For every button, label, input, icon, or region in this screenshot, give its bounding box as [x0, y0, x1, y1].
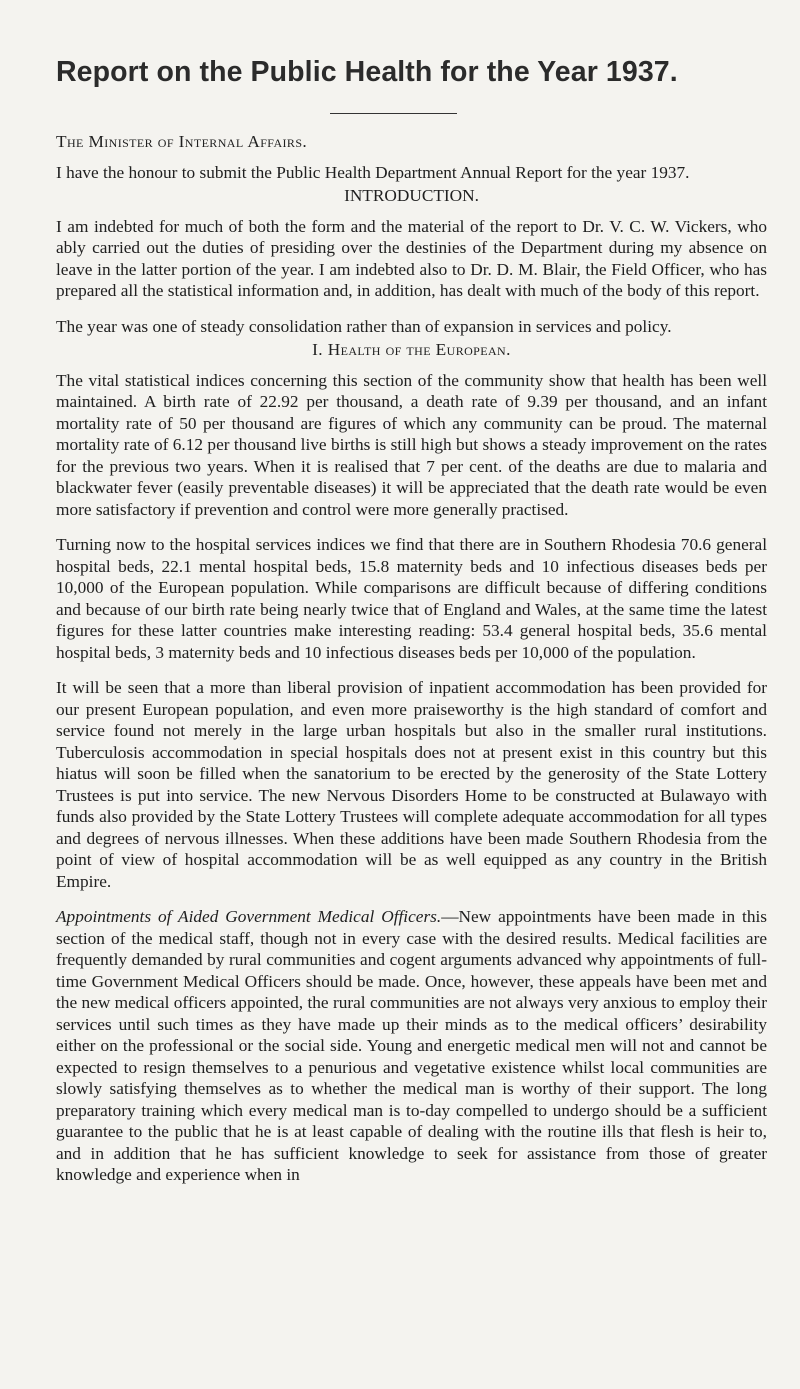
report-title: Report on the Public Health for the Year 1937. [56, 56, 678, 88]
appointments-paragraph [56, 906, 767, 1186]
opening-paragraph: I have the honour to submit the Public Health Department Annual Report for the year 1937. [56, 162, 690, 182]
health-paragraph-3: It will be seen that a more than liberal provision of inpatient accommodation has been provided for our present European population, and even more praiseworthy is the high standard of comfort and service found not merely in the large urban hospitals but also in the smaller rural institutions. Tuberculosis accommodation in special hospitals does not at present exist in this country but this hiatus will soon be filled when the sanatorium to be erected by the generosity of the State Lottery Trustees is put into service. The new Nervous Disorders Home to be constructed at Bulawayo with funds also provided by the State Lottery Trustees will complete adequate accommodation for all types and degrees of nervous illnesses. When these additions have been made Southern Rhodesia from the point of view of hospital accommodation will be as well equipped as any country in the British Empire. [56, 678, 767, 891]
appointments-text: —New appointments have been made in this section of the medical staff, though not in every case with the desired results. Medical facilities are frequently demanded by rural communities and cogent arguments advanced why appointments of full-time Government Medical Officers should be made. Once, however, these appeals have been met and the new medical officers appointed, the rural communities are not always very anxious to employ their services until such times as they have made up their minds as to the medical officers’ desirability either on the professional or the social side. Young and energetic medical men will not and cannot be expected to resign themselves to a penurious and vegetative existence whilst local communities are slowly satisfying themselves as to whether the medical man is worthy of their support. The long preparatory training which every medical man is to-day compelled to undergo should be a sufficient guarantee to the public that he is at least capable of dealing with the routine ills that flesh is heir to, and in addition that he has sufficient knowledge to seek for assistance from those of greater knowledge and experience when in [56, 907, 767, 1184]
appointments-heading: Appointments of Aided Government Medical Officers. [56, 907, 442, 926]
introduction-paragraph-2: The year was one of steady consolidation rather than of expansion in services and policy. [56, 316, 672, 336]
health-paragraph-2: Turning now to the hospital services indices we find that there are in Southern Rhodesia 70.6 general hospital beds, 22.1 mental hospital beds, 15.8 maternity beds and 10 infectious diseases beds per 10,000 of the European population. While comparisons are difficult because of differing conditions and because of our birth rate being nearly twice that of England and Wales, at the same time the latest figures for these latter countries make interesting reading: 53.4 general hospital beds, 35.6 mental hospital beds, 3 maternity beds and 10 infectious diseases beds per 10,000 of the population. [56, 535, 767, 662]
section-heading-health-of-european: I. Health of the European. [312, 340, 511, 359]
addressee-line: The Minister of Internal Affairs. [56, 132, 308, 151]
introduction-paragraph-1: I am indebted for much of both the form and the material of the report to Dr. V. C. W. Vickers, who ably carried out the duties of presiding over the destinies of the Department during my absence on leave in the latter portion of the year. I am indebted also to Dr. D. M. Blair, the Field Officer, who has prepared all the statistical information and, in addition, has dealt with much of the body of this report. [56, 216, 767, 300]
title-divider [330, 113, 457, 114]
health-paragraph-1: The vital statistical indices concerning this section of the community show that health has been well maintained. A birth rate of 22.92 per thousand, a death rate of 9.39 per thousand, and an infant mortality rate of 50 per thousand are figures of which any community can be proud. The maternal mortality rate of 6.12 per thousand live births is still high but shows a steady improvement on the rates for the previous two years. When it is realised that 7 per cent. of the deaths are due to malaria and blackwater fever (easily preventable diseases) it will be appreciated that the death rate would be even more satisfactory if prevention and control were more generally practised. [56, 370, 767, 519]
introduction-heading: INTRODUCTION. [344, 186, 479, 205]
report-body [56, 131, 767, 1186]
